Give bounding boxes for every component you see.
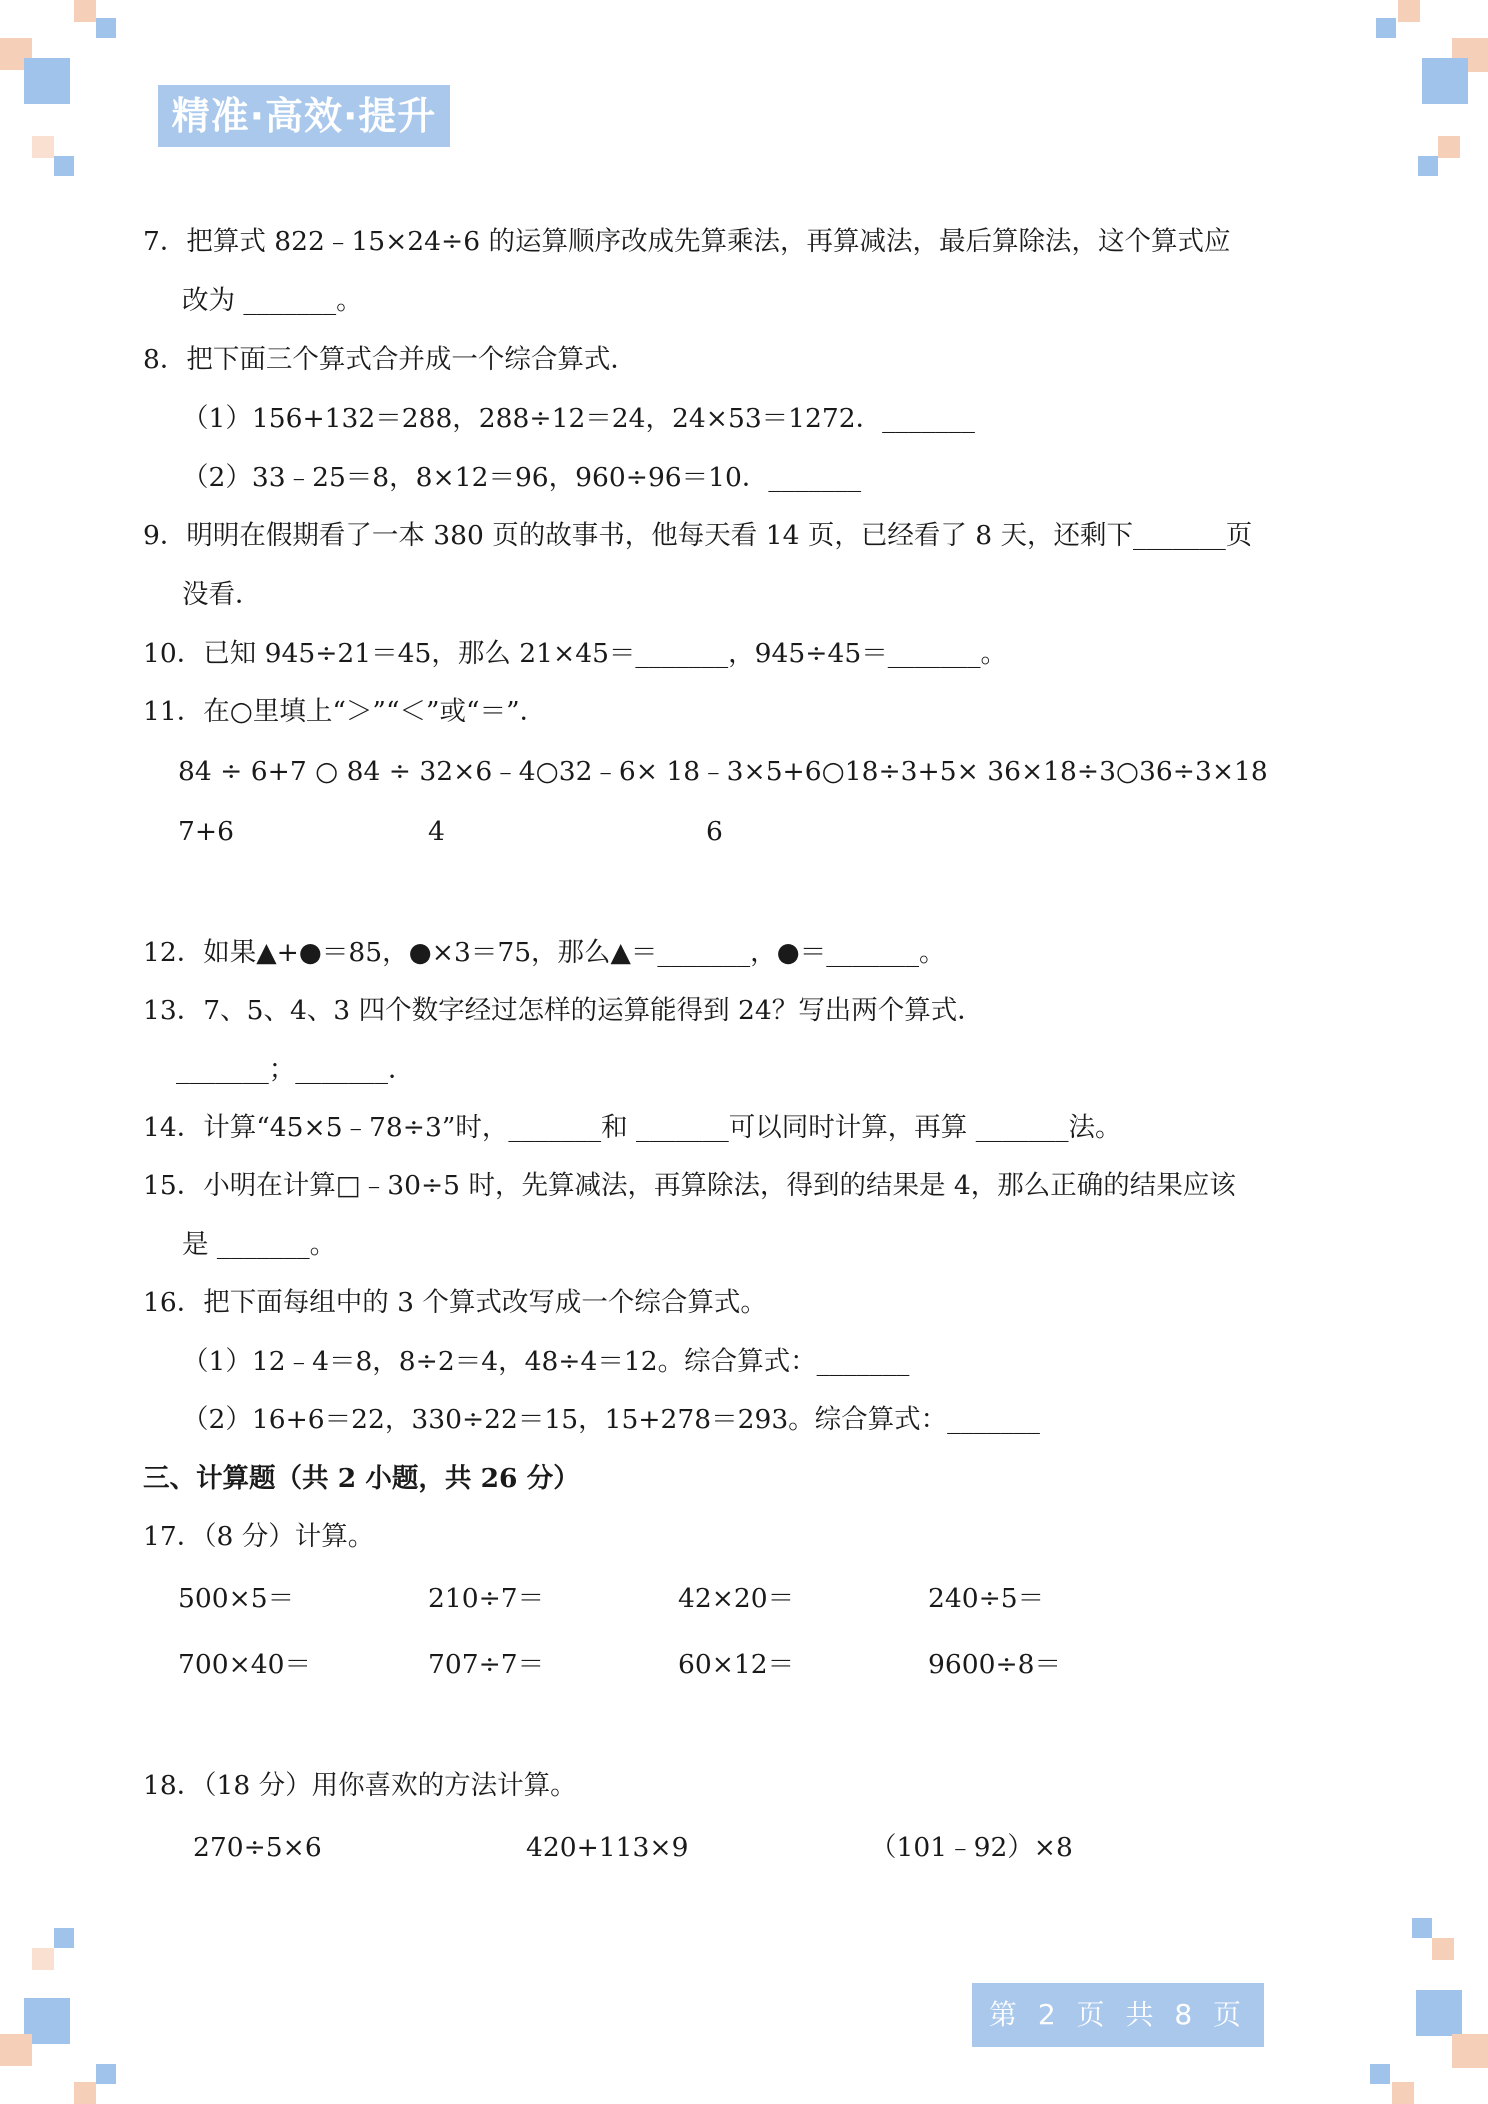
q17-item: 700×40＝ xyxy=(178,1649,312,1680)
q17-item: 210÷7＝ xyxy=(428,1583,545,1614)
q18-item: （101﹣92）×8 xyxy=(870,1832,1073,1863)
question-11-title: 11．在○里填上“＞”“＜”或“＝”． xyxy=(143,696,547,727)
question-16-part-1: （1）12﹣4＝8，8÷2＝4，48÷4＝12。综合算式：_______ xyxy=(182,1346,910,1377)
question-7-line-2: 改为 _______。 xyxy=(182,285,363,316)
question-15-line-1: 15．小明在计算□﹣30÷5 时，先算减法，再算除法，得到的结果是 4，那么正确的结果应该 xyxy=(143,1170,1236,1201)
question-16-part-2: （2）16+6＝22，330÷22＝15，15+278＝293。综合算式：_______ xyxy=(182,1404,1040,1435)
section-3-heading: 三、计算题（共 2 小题，共 26 分） xyxy=(143,1463,580,1494)
q17-item: 9600÷8＝ xyxy=(928,1649,1062,1680)
question-11-expressions: 84 ÷ 6+7 ○ 84 ÷ 32×6﹣4○32﹣6× 18﹣3×5+6○18÷3+5× 36×18÷3○36÷3×18 xyxy=(178,756,1268,787)
question-13-line-1: 13．7、5、4、3 四个数字经过怎样的运算能得到 24？写出两个算式． xyxy=(143,995,984,1026)
question-8-part-2: （2）33﹣25＝8，8×12＝96，960÷96＝10．_______ xyxy=(182,462,862,493)
question-18-title: 18．（18 分）用你喜欢的方法计算。 xyxy=(143,1770,577,1801)
question-17-title: 17．（8 分）计算。 xyxy=(143,1521,375,1552)
q17-item: 42×20＝ xyxy=(678,1583,795,1614)
q18-item: 270÷5×6 xyxy=(193,1832,322,1863)
question-8-title: 8．把下面三个算式合并成一个综合算式． xyxy=(143,344,637,375)
q17-item: 60×12＝ xyxy=(678,1649,795,1680)
question-13-line-2: _______；_______． xyxy=(176,1054,415,1085)
q17-item: 707÷7＝ xyxy=(428,1649,545,1680)
question-11-denominator-3: 6 xyxy=(706,816,723,847)
question-11-denominator-2: 4 xyxy=(428,816,445,847)
question-10: 10．已知 945÷21＝45，那么 21×45＝_______，945÷45＝_______。 xyxy=(143,638,1007,669)
brand-banner: 精准·高效·提升 xyxy=(158,85,450,147)
question-16-title: 16．把下面每组中的 3 个算式改写成一个综合算式。 xyxy=(143,1287,767,1318)
question-7-line-1: 7．把算式 822﹣15×24÷6 的运算顺序改成先算乘法，再算减法，最后算除法，这个算式应 xyxy=(143,226,1231,257)
question-9-line-1: 9．明明在假期看了一本 380 页的故事书，他每天看 14 页，已经看了 8 天，还剩下_______页 xyxy=(143,520,1253,551)
question-11-denominator-1: 7+6 xyxy=(178,816,234,847)
q17-item: 240÷5＝ xyxy=(928,1583,1045,1614)
question-8-part-1: （1）156+132＝288，288÷12＝24，24×53＝1272．_______ xyxy=(182,403,975,434)
q17-item: 500×5＝ xyxy=(178,1583,295,1614)
question-14: 14．计算“45×5﹣78÷3”时，_______和 _______可以同时计算，再算 _______法。 xyxy=(143,1112,1122,1143)
question-15-line-2: 是 _______。 xyxy=(182,1229,337,1260)
q18-item: 420+113×9 xyxy=(526,1832,689,1863)
question-9-line-2: 没看． xyxy=(182,579,262,610)
question-12: 12．如果▲+●＝85，●×3＝75，那么▲＝_______，●＝_______。 xyxy=(143,937,946,968)
page-number-footer: 第 2 页 共 8 页 xyxy=(972,1983,1264,2047)
